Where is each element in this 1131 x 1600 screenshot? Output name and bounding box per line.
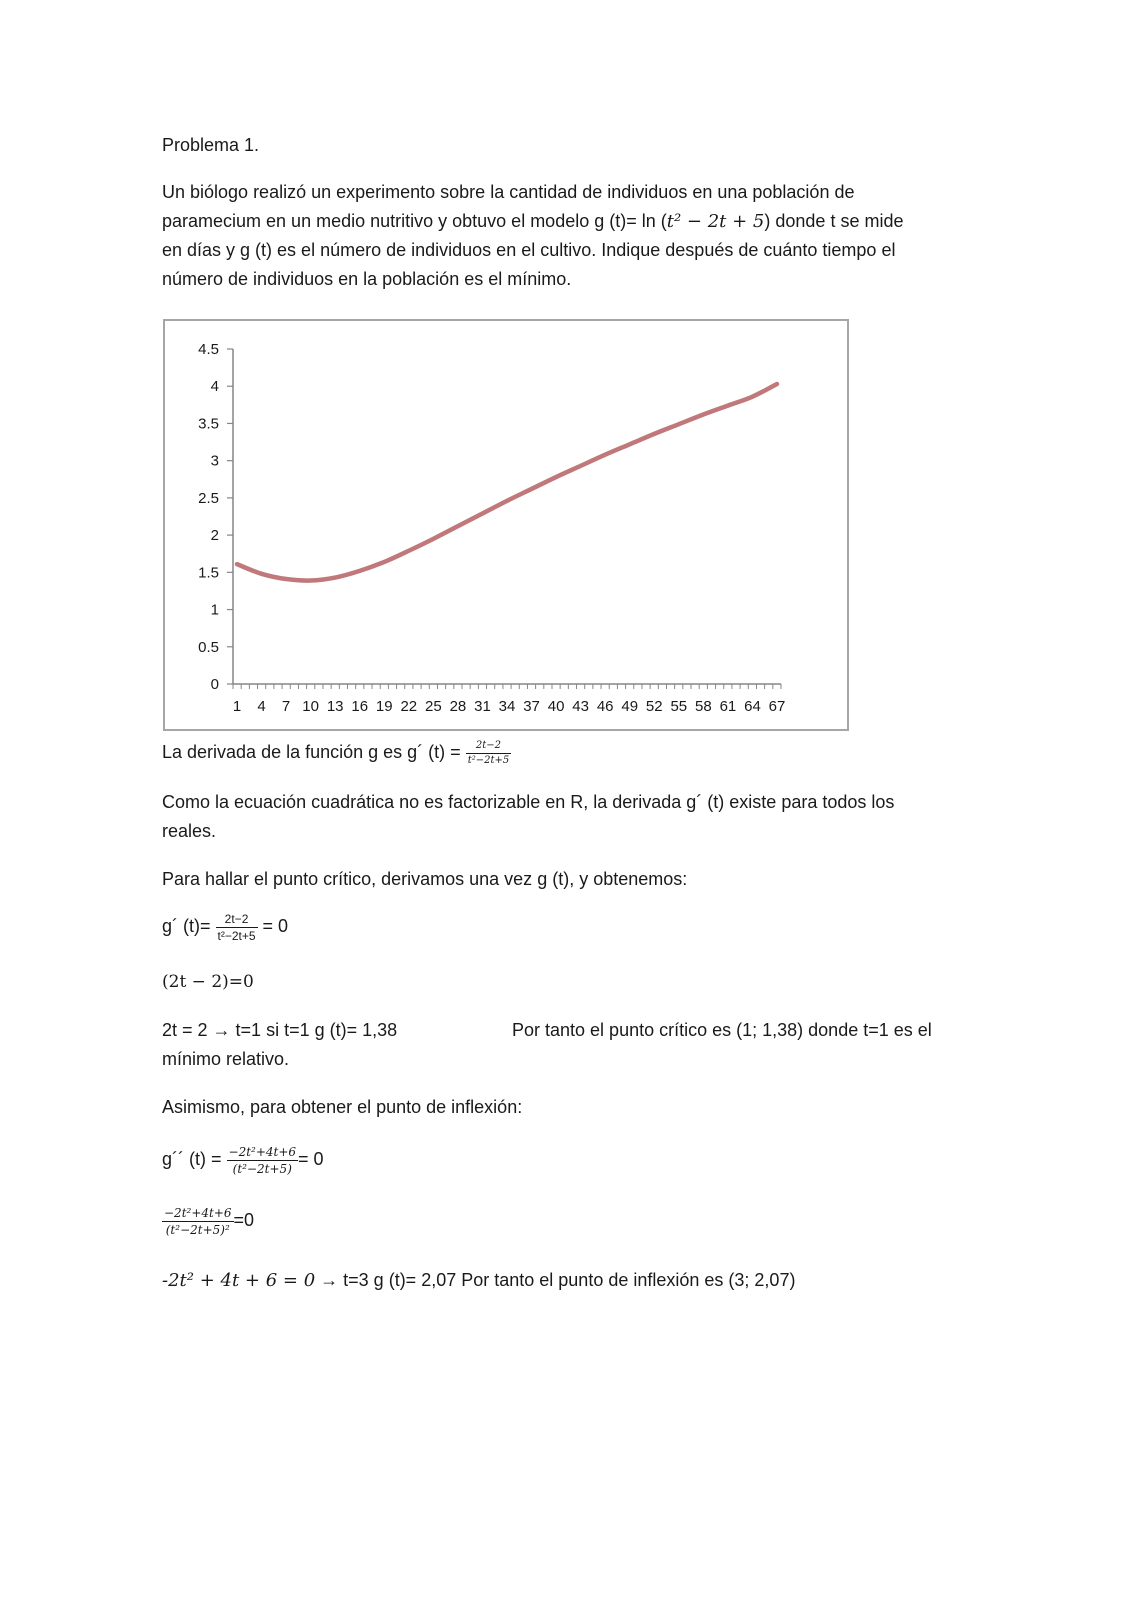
first-derivative-equation: [162, 912, 288, 942]
intro-line-2-pre: paramecium en un medio nutritivo y obtuvo el modelo g (t)= ln (: [162, 211, 667, 231]
x-tick-label: 55: [670, 698, 688, 715]
y-tick-label: 2: [210, 527, 219, 545]
x-tick-label: 64: [744, 698, 761, 715]
x-tick-label: 7: [281, 698, 291, 715]
y-tick-label: 3: [210, 452, 219, 470]
x-tick-label: 52: [645, 698, 663, 715]
intro-line-2: [162, 207, 903, 236]
y-tick-label: 0.5: [198, 638, 219, 656]
x-tick-label: 58: [695, 698, 712, 715]
first-derivative-fraction: [216, 913, 258, 942]
x-tick-label: 31: [474, 698, 491, 715]
fraction-numerator: −2t²+4t+6: [228, 1144, 297, 1159]
fraction-numerator: −2t²+4t+6: [164, 1205, 232, 1220]
x-tick-label: 67: [768, 698, 786, 715]
fraction-denominator: (t²−2t+5)²: [165, 1222, 230, 1237]
y-tick-label: 4.5: [198, 341, 219, 358]
fraction-numerator: 2t−2: [466, 741, 512, 754]
model-expression: t² − 2t + 5: [666, 211, 765, 232]
second-derivative-rhs-2: =0: [233, 1210, 255, 1230]
y-tick-label: 2.5: [198, 489, 219, 507]
x-tick-label: 13: [326, 698, 344, 715]
first-derivative-rhs: = 0: [257, 916, 289, 936]
fraction-denominator: (t²−2t+5): [232, 1161, 292, 1176]
derivative-intro-text: La derivada de la función g es g´ (t) =: [162, 742, 466, 762]
inflection-intro: Asimismo, para obtener el punto de inflexión:: [162, 1097, 523, 1117]
derivative-fraction: [466, 741, 512, 766]
quadratic-note-line-1: Como la ecuación cuadrática no es factorizable en R, la derivada g´ (t) existe para todos los: [162, 792, 895, 812]
quadratic-note-line-2: reales.: [162, 821, 217, 841]
intro-line-1: Un biólogo realizó un experimento sobre la cantidad de individuos en una población de: [162, 182, 855, 202]
x-tick-label: 37: [523, 698, 540, 715]
critical-point-intro: Para hallar el punto crítico, derivamos una vez g (t), y obtenemos:: [162, 869, 688, 889]
second-derivative-fraction-2: [162, 1207, 234, 1236]
fraction-numerator: 2t−2: [216, 913, 258, 928]
fraction-denominator: t²−2t+5: [467, 754, 510, 766]
second-derivative-lhs: g´´ (t) =: [162, 1149, 227, 1169]
x-tick-label: 61: [719, 698, 737, 715]
x-tick-label: 40: [547, 698, 565, 715]
solution-conclusion: Por tanto el punto crítico es (1; 1,38) donde t=1 es el: [512, 1020, 932, 1040]
y-tick-label: 3.5: [198, 415, 219, 433]
series-line-g-of-t: [237, 384, 777, 581]
x-tick-label: 19: [375, 698, 393, 715]
derivative-intro: [162, 738, 511, 767]
x-tick-label: 4: [257, 698, 266, 715]
x-tick-label: 25: [425, 698, 442, 715]
problem-title: Problema 1.: [162, 135, 260, 155]
y-tick-label: 0: [210, 676, 219, 693]
second-derivative-equation: [162, 1145, 324, 1175]
second-derivative-rhs: = 0: [298, 1149, 324, 1169]
intro-line-4: número de individuos en la población es el mínimo.: [162, 269, 572, 289]
inflection-result: [162, 1266, 795, 1295]
solution-computation: 2t = 2 → t=1 si t=1 g (t)= 1,38: [162, 1020, 398, 1040]
intro-line-3: en días y g (t) es el número de individuos en el cultivo. Indique después de cuánto tiempo el: [162, 240, 896, 260]
first-derivative-lhs: g´ (t)=: [162, 916, 216, 936]
y-tick-label: 4: [210, 378, 219, 396]
x-tick-label: 10: [302, 698, 319, 715]
numerator-equation: (2t − 2)=0: [162, 972, 254, 992]
intro-line-2-post: ) donde t se mide: [764, 211, 904, 231]
line-chart: [163, 319, 849, 731]
chart-plot-area: [165, 321, 851, 733]
y-tick-label: 1.5: [198, 564, 219, 582]
inflection-conclusion: → t=3 g (t)= 2,07 Por tanto el punto de inflexión es (3; 2,07): [315, 1270, 796, 1290]
fraction-denominator: t²−2t+5: [217, 928, 256, 943]
y-tick-label: 1: [210, 601, 219, 619]
x-tick-label: 43: [572, 698, 589, 715]
solution-line-2: mínimo relativo.: [162, 1049, 290, 1069]
x-tick-label: 49: [621, 698, 639, 715]
solution-line-1: [162, 1016, 932, 1045]
x-tick-label: 28: [449, 698, 467, 715]
second-derivative-fraction: [227, 1146, 299, 1175]
inflection-equation: -2t² + 4t + 6 = 0: [162, 1270, 316, 1291]
x-tick-label: 22: [400, 698, 418, 715]
x-tick-label: 34: [498, 698, 516, 715]
x-tick-label: 46: [596, 698, 614, 715]
x-tick-label: 1: [232, 698, 242, 715]
second-derivative-equation-2: [162, 1206, 254, 1236]
x-tick-label: 16: [351, 698, 369, 715]
